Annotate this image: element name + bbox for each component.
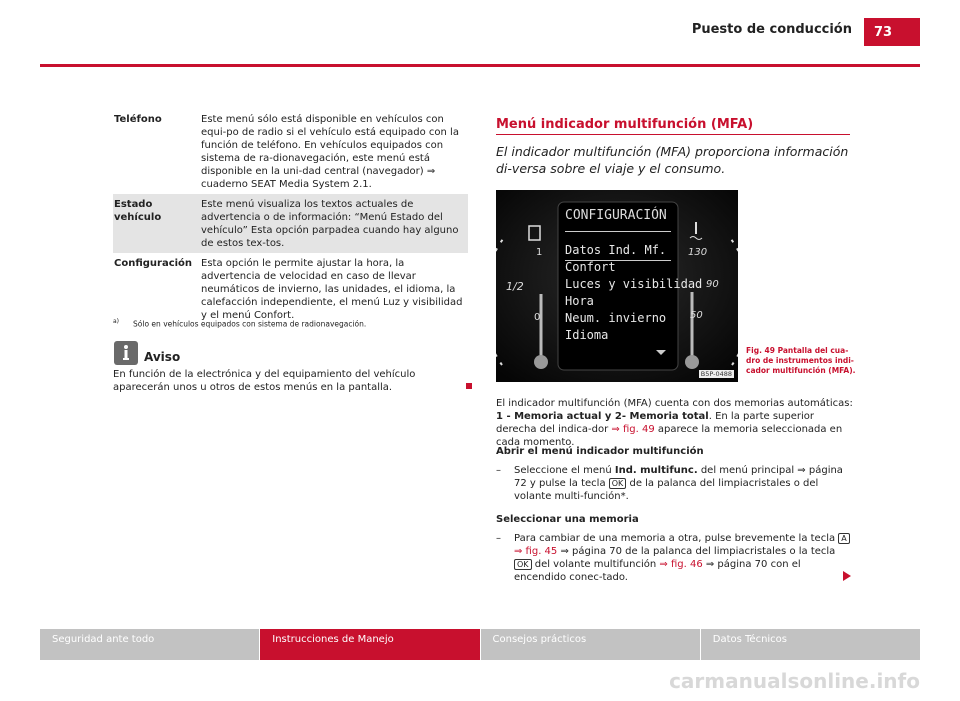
- note-title: Aviso: [144, 350, 181, 364]
- mfa-menu: [565, 242, 702, 344]
- gauge-label: 1/2: [506, 280, 524, 293]
- gauge-label: 0: [534, 312, 541, 323]
- end-marker: [466, 383, 472, 389]
- key-symbol: OK: [609, 478, 627, 489]
- text-run: del menú principal ⇒ página 72 y pulse la tecla: [514, 465, 843, 489]
- page-number: 73: [864, 18, 920, 46]
- section-subtitle: El indicador multifunción (MFA) proporciona información di-versa sobre el viaje y el consumo.: [496, 144, 849, 176]
- text-run: ⇒ página 70 con el encendido conec-tado.: [514, 559, 801, 583]
- figure-link[interactable]: ⇒ fig. 45: [514, 546, 558, 557]
- section-title: Menú indicador multifunción (MFA): [496, 117, 754, 132]
- text-run: Para cambiar de una memoria a otra, pulse brevemente la tecla: [514, 533, 839, 544]
- list-item: [496, 464, 854, 503]
- text-run: El indicador multifunción (MFA) cuenta con dos memorias automáticas:: [496, 398, 853, 409]
- key-symbol: OK: [514, 559, 532, 570]
- text-run: aparece la memoria seleccionada en cada momento.: [496, 424, 843, 448]
- footnote-mark: a): [113, 318, 120, 325]
- table-row: [113, 109, 468, 194]
- figure-link[interactable]: ⇒ fig. 46: [659, 559, 703, 570]
- menu-table: [113, 109, 468, 325]
- table-value: Este menú visualiza los textos actuales de advertencia o de información: “Menú Estado del vehículo” Esta opción parpadea cuando hay alguno de estos tex-tos.: [201, 199, 459, 249]
- screen-title: CONFIGURACIÓN: [565, 208, 667, 223]
- footer-tab-instrucciones[interactable]: Instrucciones de Manejo: [260, 629, 479, 660]
- running-header: Puesto de conducción: [691, 22, 852, 37]
- instrument-cluster-figure: [496, 190, 738, 382]
- list-item-text: [514, 532, 854, 584]
- list-item: [496, 532, 854, 584]
- subheading: Abrir el menú indicador multifunción: [496, 446, 704, 457]
- figure-link[interactable]: ⇒ fig. 49: [611, 424, 655, 435]
- table-row: [113, 194, 468, 253]
- text-run: ⇒ página 70 de la palanca del limpiacristales o la tecla: [557, 546, 836, 557]
- intro-paragraph: [496, 397, 854, 449]
- table-value: Este menú sólo está disponible en vehículos con equi-po de radio si el vehículo está equipado con la función de teléfono. En vehículos equipados con sistema de ra-dionavegación, este menú está disponible en la uni-dad central (navegador) ⇒ cuaderno SEAT Media System 2.1.: [201, 114, 459, 190]
- subheading: Seleccionar una memoria: [496, 514, 639, 525]
- section-rule: [496, 134, 850, 135]
- table-row: [113, 253, 468, 325]
- gauge-label: 1: [536, 247, 543, 258]
- text-run-bold: 1 - Memoria actual y 2- Memoria total: [496, 411, 709, 422]
- footer-tab-datos[interactable]: Datos Técnicos: [701, 629, 920, 660]
- watermark: carmanualsonline.info: [669, 669, 920, 693]
- note-icon: [114, 341, 138, 365]
- text-run: Seleccione el menú: [514, 465, 615, 476]
- key-symbol: A: [838, 533, 849, 544]
- figure-code: B5P-0488: [700, 370, 732, 378]
- footer-tab-consejos[interactable]: Consejos prácticos: [481, 629, 700, 660]
- table-value: Esta opción le permite ajustar la hora, la advertencia de velocidad en caso de llevar neumáticos de invierno, las unidades, el idioma, la calefacción independiente, el menú Luz y visibilidad y el menú Confort.: [201, 258, 463, 321]
- mfa-menu-item: Luces y visibilidad: [565, 277, 703, 291]
- mfa-menu-item: Idioma: [565, 328, 609, 342]
- text-run-bold: Ind. multifunc.: [614, 465, 698, 476]
- table-key: Teléfono: [114, 114, 162, 125]
- mfa-menu-item: Confort: [565, 260, 616, 274]
- dash: –: [496, 533, 501, 544]
- continue-arrow-icon: [843, 571, 851, 581]
- dash: –: [496, 465, 501, 476]
- table-key: Configuración: [114, 258, 193, 269]
- text-run: de la palanca del limpiacristales o del volante multi-función*.: [514, 478, 819, 502]
- text-run: . En la parte superior derecha del indica-dor: [496, 411, 815, 435]
- mfa-menu-item: Hora: [565, 294, 594, 308]
- mfa-menu-item: Neum. invierno: [565, 311, 667, 325]
- list-item-text: [514, 464, 854, 503]
- mfa-menu-item: Datos Ind. Mf.: [565, 243, 667, 257]
- text-run: del volante multifunción: [531, 559, 660, 570]
- note-text: En función de la electrónica y del equipamiento del vehículo aparecerán unos u otros de estos menús en la pantalla.: [113, 369, 416, 393]
- gauge-label: 90: [706, 279, 719, 290]
- footer-nav: [40, 629, 920, 660]
- footnote-text: Sólo en vehículos equipados con sistema de radionavegación.: [133, 319, 367, 329]
- gauge-label: 130: [688, 247, 708, 258]
- footer-tab-seguridad[interactable]: Seguridad ante todo: [40, 629, 259, 660]
- figure-caption: Fig. 49 Pantalla del cua-dro de instrumentos indi-cador multifunción (MFA).: [746, 346, 856, 375]
- footnote: [113, 318, 366, 329]
- gauge-label: 50: [690, 310, 703, 321]
- table-key: Estado vehículo: [114, 199, 162, 223]
- header-rule: [40, 64, 920, 67]
